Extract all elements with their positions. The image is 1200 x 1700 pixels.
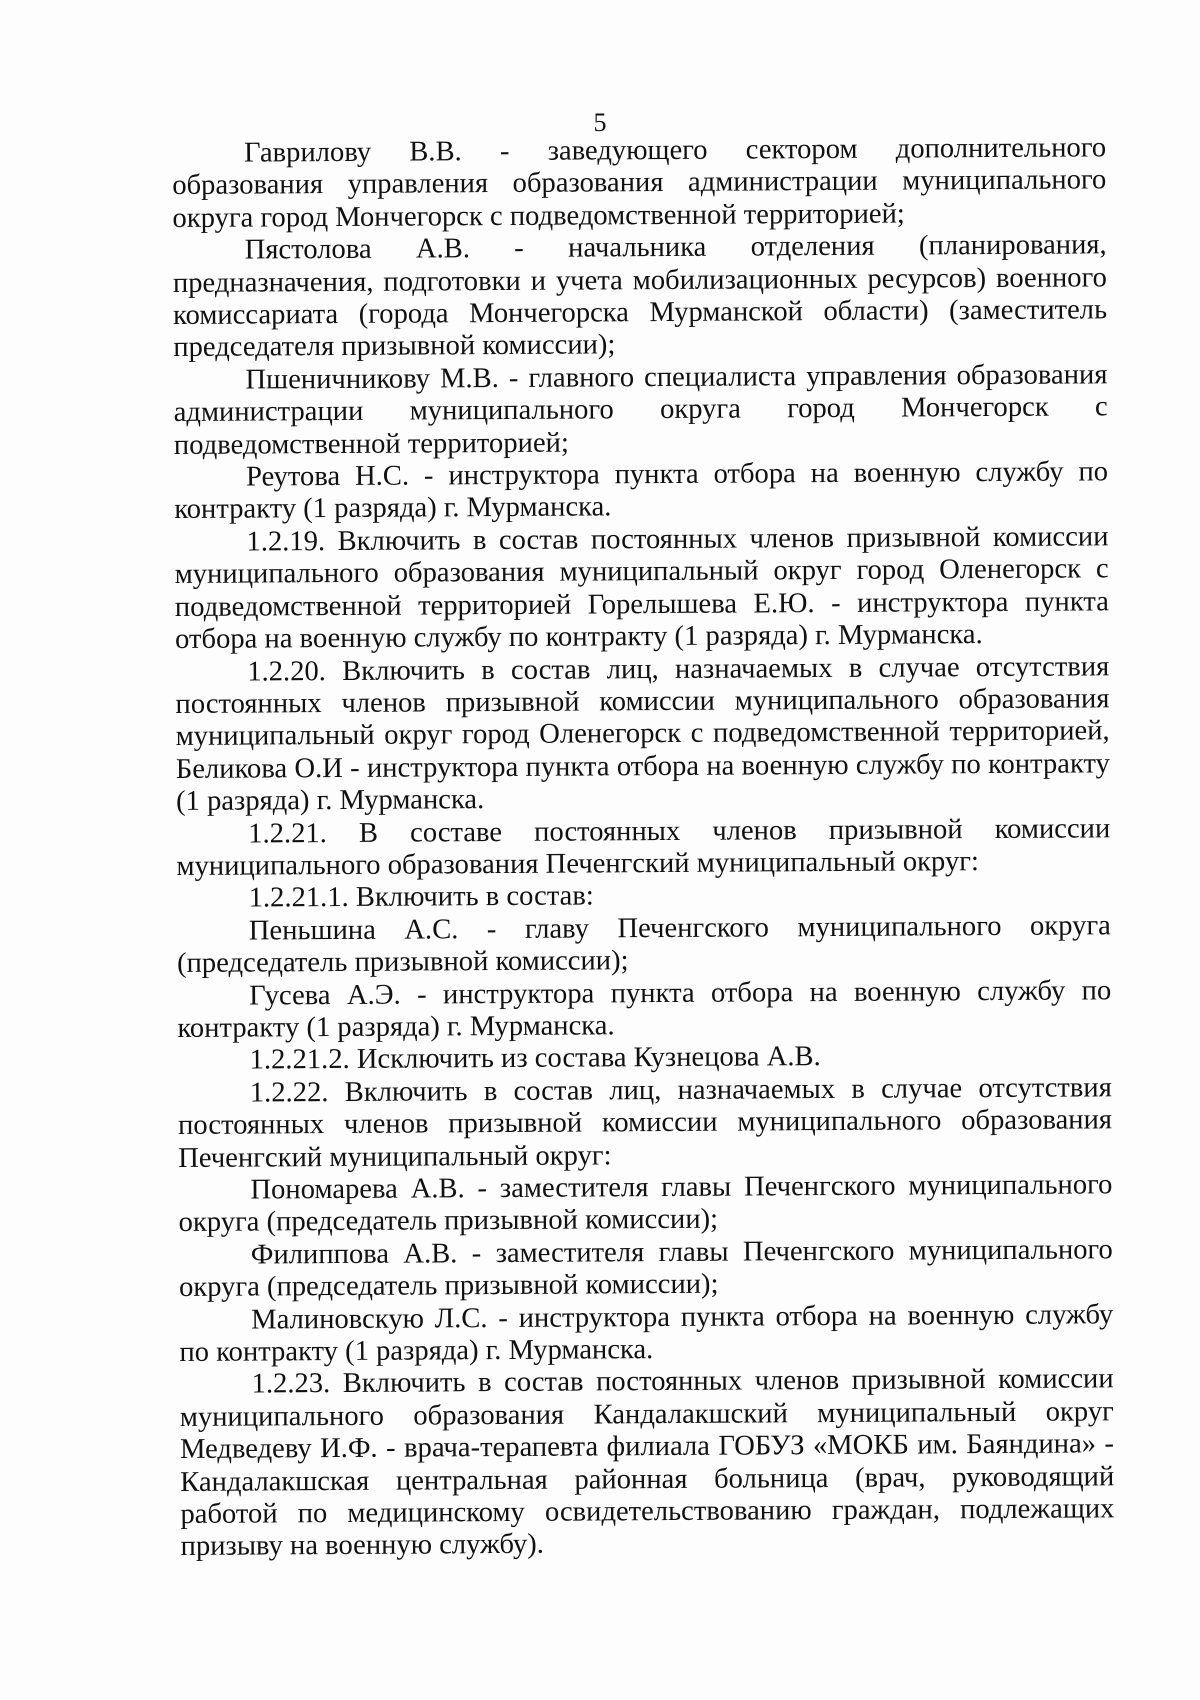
- paragraph-1-2-19: 1.2.19. Включить в состав постоянных членов призывной комиссии муниципального образования муниципальный округ город Оленегорск с подведомственной территорией Горелышева Е.Ю. - инструктора пункта отбора на военную службу по контракту (1 разряда) г. Мурманска.: [174, 521, 1109, 656]
- page-number: 5: [593, 108, 607, 137]
- paragraph-reutova: Реутова Н.С. - инструктора пункта отбора на военную службу по контракту (1 разряда) г. Мурманска.: [174, 456, 1109, 526]
- paragraph-pyastolova: Пястолова А.В. - начальника отделения (планирования, предназначения, подготовки и учета мобилизационных ресурсов) военного комиссариата (города Мончегорска Мурманской области) (заместитель председателя призывной комиссии);: [172, 229, 1108, 364]
- paragraph-1-2-21-1: 1.2.21.1. Включить в состав:: [248, 880, 594, 914]
- paragraph-ponomareva: Пономарева А.В. - заместителя главы Печенгского муниципального округа (председатель призывной комиссии);: [178, 1169, 1113, 1239]
- paragraph-1-2-21-2: 1.2.21.2. Исключить из состава Кузнецова А.В.: [249, 1041, 821, 1076]
- paragraph-1-2-23: 1.2.23. Включить в состав постоянных членов призывной комиссии муниципального образования Кандалакшский муниципальный округ Медведеву И.Ф. - врача-терапевта филиала ГОБУЗ «МОКБ им. Баяндина» - Кандалакшская центральная районная больница (врач, руководящий работой по медицинскому освидетельствованию граждан, подлежащих призыву на военную службу).: [179, 1363, 1115, 1563]
- document-body: [172, 132, 1115, 1564]
- paragraph-penshina: Пеньшина А.С. - главу Печенгского муниципального округа (председатель призывной комиссии);: [176, 910, 1111, 980]
- paragraph-filippova: Филиппова А.В. - заместителя главы Печенгского муниципального округа (председатель призывной комиссии);: [178, 1234, 1113, 1304]
- paragraph-1-2-21: 1.2.21. В составе постоянных членов призывной комиссии муниципального образования Печенгский муниципальный округ:: [176, 812, 1111, 882]
- paragraph-1-2-20: 1.2.20. Включить в состав лиц, назначаемых в случае отсутствия постоянных членов призывной комиссии муниципального образования муниципальный округ город Оленегорск с подведомственной территорией, Беликова О.И - инструктора пункта отбора на военную службу по контракту (1 разряда) г. Мурманска.: [175, 650, 1110, 818]
- paragraph-1-2-22: 1.2.22. Включить в состав лиц, назначаемых в случае отсутствия постоянных членов призывной комиссии муниципального образования Печенгский муниципальный округ:: [177, 1072, 1113, 1174]
- paragraph-guseva: Гусева А.Э. - инструктора пункта отбора на военную службу по контракту (1 разряда) г. Мурманска.: [177, 974, 1112, 1044]
- paragraph-malinovskaya: Малиновскую Л.С. - инструктора пункта отбора на военную службу по контракту (1 разряда) г. Мурманска.: [179, 1298, 1114, 1369]
- paragraph-gavrilova: Гаврилову В.В. - заведующего сектором дополнительного образования управления образования администрации муниципального округа город Мончегорск с подведомственной территорией;: [172, 132, 1107, 234]
- paragraph-pshenichnikova: Пшеничникову М.В. - главного специалиста управления образования администрации муниципального округа город Мончегорск с подведомственной территорией;: [173, 359, 1108, 461]
